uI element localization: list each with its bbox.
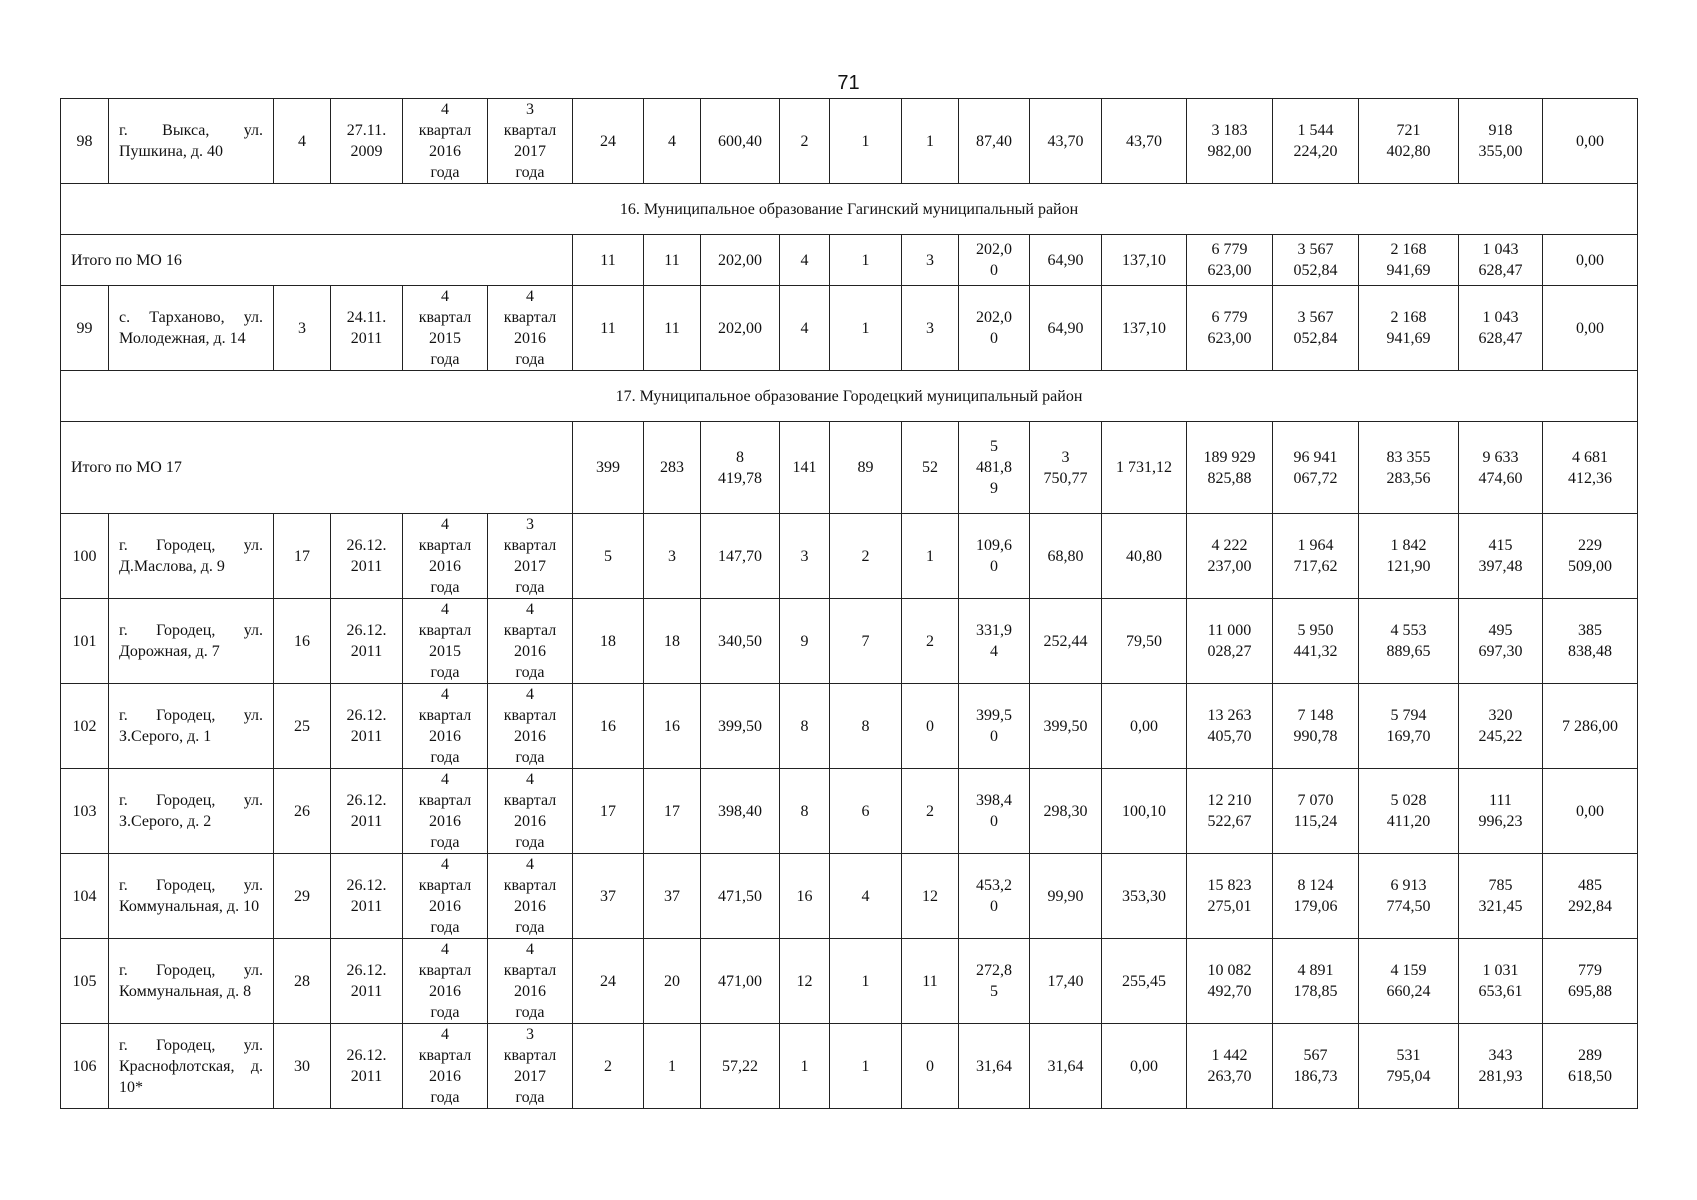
table-cell: 4 bbox=[644, 99, 701, 184]
table-cell: 8 bbox=[780, 684, 830, 769]
table-cell: 12 bbox=[780, 939, 830, 1024]
table-cell: 16 bbox=[573, 684, 644, 769]
table-cell: 18 bbox=[573, 599, 644, 684]
address-cell: с. Тарханово, ул. Молодежная, д. 14 bbox=[109, 286, 274, 371]
subtotal-cell: 9 633 474,60 bbox=[1459, 422, 1543, 514]
subtotal-cell: 141 bbox=[780, 422, 830, 514]
table-cell: 229 509,00 bbox=[1543, 514, 1638, 599]
table-cell: 0,00 bbox=[1543, 769, 1638, 854]
table-cell: 99,90 bbox=[1030, 854, 1102, 939]
table-cell: 4 квартал 2016 года bbox=[403, 1024, 488, 1109]
table-cell: 320 245,22 bbox=[1459, 684, 1543, 769]
table-cell: 18 bbox=[644, 599, 701, 684]
table-cell: 20 bbox=[644, 939, 701, 1024]
table-cell: 27.11. 2009 bbox=[331, 99, 403, 184]
table-cell: 4 891 178,85 bbox=[1273, 939, 1359, 1024]
row-number-cell: 102 bbox=[61, 684, 109, 769]
table-cell: 202,0 0 bbox=[959, 286, 1030, 371]
table-cell: 4 bbox=[274, 99, 331, 184]
table-cell: 17 bbox=[274, 514, 331, 599]
table-cell: 4 квартал 2016 года bbox=[488, 286, 573, 371]
table-cell: 2 bbox=[573, 1024, 644, 1109]
table-cell: 600,40 bbox=[701, 99, 780, 184]
address-cell: г. Городец, ул. З.Серого, д. 2 bbox=[109, 769, 274, 854]
table-cell: 37 bbox=[573, 854, 644, 939]
table-cell: 40,80 bbox=[1102, 514, 1187, 599]
subtotal-cell: 1 bbox=[830, 235, 902, 286]
table-cell: 1 842 121,90 bbox=[1359, 514, 1459, 599]
table-cell: 353,30 bbox=[1102, 854, 1187, 939]
table-cell: 11 bbox=[644, 286, 701, 371]
subtotal-cell: 4 681 412,36 bbox=[1543, 422, 1638, 514]
table-cell: 255,45 bbox=[1102, 939, 1187, 1024]
row-number-cell: 98 bbox=[61, 99, 109, 184]
address-cell: г. Городец, ул. Краснофлотская, д. 10* bbox=[109, 1024, 274, 1109]
table-cell: 7 070 115,24 bbox=[1273, 769, 1359, 854]
table-cell: 4 квартал 2015 года bbox=[403, 286, 488, 371]
subtotal-cell: 202,0 0 bbox=[959, 235, 1030, 286]
table-cell: 4 квартал 2016 года bbox=[403, 99, 488, 184]
table-cell: 11 bbox=[902, 939, 959, 1024]
subtotal-cell: 11 bbox=[644, 235, 701, 286]
table-row bbox=[61, 514, 1638, 599]
table-row bbox=[61, 769, 1638, 854]
address-cell: г. Городец, ул. Дорожная, д. 7 bbox=[109, 599, 274, 684]
table-cell: 1 bbox=[830, 1024, 902, 1109]
address-cell: г. Городец, ул. Д.Маслова, д. 9 bbox=[109, 514, 274, 599]
table-cell: 1 bbox=[830, 939, 902, 1024]
table-cell: 3 квартал 2017 года bbox=[488, 1024, 573, 1109]
table-cell: 4 квартал 2016 года bbox=[488, 599, 573, 684]
table-cell: 4 квартал 2016 года bbox=[403, 939, 488, 1024]
table-cell: 4 квартал 2016 года bbox=[403, 769, 488, 854]
table-cell: 17 bbox=[644, 769, 701, 854]
table-cell: 6 779 623,00 bbox=[1187, 286, 1273, 371]
table-cell: 26 bbox=[274, 769, 331, 854]
table-cell: 785 321,45 bbox=[1459, 854, 1543, 939]
table-cell: 10 082 492,70 bbox=[1187, 939, 1273, 1024]
table-cell: 567 186,73 bbox=[1273, 1024, 1359, 1109]
table-cell: 5 950 441,32 bbox=[1273, 599, 1359, 684]
subtotal-cell: 3 750,77 bbox=[1030, 422, 1102, 514]
table-cell: 415 397,48 bbox=[1459, 514, 1543, 599]
subtotal-cell: 11 bbox=[573, 235, 644, 286]
table-cell: 0,00 bbox=[1543, 286, 1638, 371]
table-cell: 17,40 bbox=[1030, 939, 1102, 1024]
table-cell: 4 квартал 2016 года bbox=[403, 854, 488, 939]
subtotal-label: Итого по МО 17 bbox=[61, 422, 573, 514]
housing-program-table bbox=[60, 98, 1638, 1109]
table-cell: 8 bbox=[830, 684, 902, 769]
table-cell: 2 bbox=[780, 99, 830, 184]
table-cell: 331,9 4 bbox=[959, 599, 1030, 684]
table-cell: 272,8 5 bbox=[959, 939, 1030, 1024]
table-cell: 12 bbox=[902, 854, 959, 939]
row-number-cell: 101 bbox=[61, 599, 109, 684]
table-cell: 87,40 bbox=[959, 99, 1030, 184]
table-cell: 4 квартал 2016 года bbox=[488, 854, 573, 939]
subtotal-cell: 137,10 bbox=[1102, 235, 1187, 286]
table-cell: 11 bbox=[573, 286, 644, 371]
row-number-cell: 105 bbox=[61, 939, 109, 1024]
table-cell: 202,00 bbox=[701, 286, 780, 371]
row-number-cell: 100 bbox=[61, 514, 109, 599]
table-cell: 471,00 bbox=[701, 939, 780, 1024]
table-cell: 5 028 411,20 bbox=[1359, 769, 1459, 854]
table-cell: 1 043 628,47 bbox=[1459, 286, 1543, 371]
table-row bbox=[61, 939, 1638, 1024]
table-cell: 26.12. 2011 bbox=[331, 854, 403, 939]
subtotal-cell: 1 731,12 bbox=[1102, 422, 1187, 514]
municipality-header-row bbox=[61, 184, 1638, 235]
table-cell: 453,2 0 bbox=[959, 854, 1030, 939]
table-cell: 343 281,93 bbox=[1459, 1024, 1543, 1109]
table-cell: 3 квартал 2017 года bbox=[488, 514, 573, 599]
municipality-title: 17. Муниципальное образование Городецкий муниципальный район bbox=[61, 371, 1638, 422]
table-cell: 43,70 bbox=[1030, 99, 1102, 184]
table-cell: 399,50 bbox=[1030, 684, 1102, 769]
table-cell: 779 695,88 bbox=[1543, 939, 1638, 1024]
address-cell: г. Городец, ул. Коммунальная, д. 8 bbox=[109, 939, 274, 1024]
table-cell: 26.12. 2011 bbox=[331, 684, 403, 769]
table-cell: 7 bbox=[830, 599, 902, 684]
table-cell: 7 148 990,78 bbox=[1273, 684, 1359, 769]
table-cell: 3 квартал 2017 года bbox=[488, 99, 573, 184]
subtotal-cell: 202,00 bbox=[701, 235, 780, 286]
table-cell: 26.12. 2011 bbox=[331, 514, 403, 599]
table-cell: 3 bbox=[644, 514, 701, 599]
table-cell: 399,5 0 bbox=[959, 684, 1030, 769]
table-cell: 7 286,00 bbox=[1543, 684, 1638, 769]
table-cell: 26.12. 2011 bbox=[331, 599, 403, 684]
table-cell: 1 bbox=[902, 514, 959, 599]
table-cell: 1 964 717,62 bbox=[1273, 514, 1359, 599]
subtotal-cell: 3 bbox=[902, 235, 959, 286]
table-row bbox=[61, 854, 1638, 939]
subtotal-cell: 96 941 067,72 bbox=[1273, 422, 1359, 514]
table-cell: 79,50 bbox=[1102, 599, 1187, 684]
table-cell: 6 bbox=[830, 769, 902, 854]
table-cell: 31,64 bbox=[1030, 1024, 1102, 1109]
table-cell: 2 168 941,69 bbox=[1359, 286, 1459, 371]
table-cell: 3 bbox=[902, 286, 959, 371]
table-row bbox=[61, 1024, 1638, 1109]
table-cell: 1 031 653,61 bbox=[1459, 939, 1543, 1024]
table-cell: 1 544 224,20 bbox=[1273, 99, 1359, 184]
table-cell: 147,70 bbox=[701, 514, 780, 599]
table-cell: 1 bbox=[902, 99, 959, 184]
address-cell: г. Выкса, ул. Пушкина, д. 40 bbox=[109, 99, 274, 184]
table-cell: 100,10 bbox=[1102, 769, 1187, 854]
table-cell: 495 697,30 bbox=[1459, 599, 1543, 684]
subtotal-label: Итого по МО 16 bbox=[61, 235, 573, 286]
table-cell: 531 795,04 bbox=[1359, 1024, 1459, 1109]
table-cell: 1 bbox=[830, 99, 902, 184]
table-cell: 31,64 bbox=[959, 1024, 1030, 1109]
table-cell: 26.12. 2011 bbox=[331, 769, 403, 854]
table-cell: 918 355,00 bbox=[1459, 99, 1543, 184]
table-cell: 399,50 bbox=[701, 684, 780, 769]
subtotal-cell: 64,90 bbox=[1030, 235, 1102, 286]
table-cell: 1 442 263,70 bbox=[1187, 1024, 1273, 1109]
table-cell: 16 bbox=[780, 854, 830, 939]
subtotal-cell: 283 bbox=[644, 422, 701, 514]
table-cell: 4 квартал 2015 года bbox=[403, 599, 488, 684]
table-cell: 3 567 052,84 bbox=[1273, 286, 1359, 371]
page-number: 71 bbox=[837, 72, 860, 94]
table-cell: 3 bbox=[274, 286, 331, 371]
table-cell: 4 159 660,24 bbox=[1359, 939, 1459, 1024]
table-cell: 24 bbox=[573, 939, 644, 1024]
subtotal-cell: 89 bbox=[830, 422, 902, 514]
subtotal-cell: 4 bbox=[780, 235, 830, 286]
table-cell: 4 bbox=[830, 854, 902, 939]
table-row bbox=[61, 684, 1638, 769]
table-cell: 2 bbox=[902, 769, 959, 854]
table-cell: 485 292,84 bbox=[1543, 854, 1638, 939]
table-cell: 0,00 bbox=[1102, 1024, 1187, 1109]
table-cell: 0 bbox=[902, 684, 959, 769]
table-cell: 13 263 405,70 bbox=[1187, 684, 1273, 769]
table-cell: 398,40 bbox=[701, 769, 780, 854]
table-row bbox=[61, 286, 1638, 371]
table-cell: 64,90 bbox=[1030, 286, 1102, 371]
table-cell: 111 996,23 bbox=[1459, 769, 1543, 854]
table-cell: 0 bbox=[902, 1024, 959, 1109]
table-cell: 25 bbox=[274, 684, 331, 769]
table-cell: 29 bbox=[274, 854, 331, 939]
row-number-cell: 99 bbox=[61, 286, 109, 371]
table-cell: 5 bbox=[573, 514, 644, 599]
table-cell: 16 bbox=[274, 599, 331, 684]
address-cell: г. Городец, ул. З.Серого, д. 1 bbox=[109, 684, 274, 769]
table-cell: 3 bbox=[780, 514, 830, 599]
table-cell: 30 bbox=[274, 1024, 331, 1109]
table-cell: 9 bbox=[780, 599, 830, 684]
table-cell: 17 bbox=[573, 769, 644, 854]
subtotal-cell: 2 168 941,69 bbox=[1359, 235, 1459, 286]
subtotal-cell: 3 567 052,84 bbox=[1273, 235, 1359, 286]
subtotal-cell: 399 bbox=[573, 422, 644, 514]
table-cell: 8 124 179,06 bbox=[1273, 854, 1359, 939]
table-cell: 43,70 bbox=[1102, 99, 1187, 184]
table-cell: 11 000 028,27 bbox=[1187, 599, 1273, 684]
subtotal-cell: 1 043 628,47 bbox=[1459, 235, 1543, 286]
table-cell: 721 402,80 bbox=[1359, 99, 1459, 184]
table-cell: 4 квартал 2016 года bbox=[403, 684, 488, 769]
subtotal-cell: 6 779 623,00 bbox=[1187, 235, 1273, 286]
table-cell: 57,22 bbox=[701, 1024, 780, 1109]
municipality-header-row bbox=[61, 371, 1638, 422]
municipality-title: 16. Муниципальное образование Гагинский муниципальный район bbox=[61, 184, 1638, 235]
row-number-cell: 104 bbox=[61, 854, 109, 939]
table-cell: 24 bbox=[573, 99, 644, 184]
row-number-cell: 106 bbox=[61, 1024, 109, 1109]
table-cell: 26.12. 2011 bbox=[331, 1024, 403, 1109]
table-cell: 4 квартал 2016 года bbox=[488, 769, 573, 854]
table-cell: 26.12. 2011 bbox=[331, 939, 403, 1024]
table-cell: 68,80 bbox=[1030, 514, 1102, 599]
subtotal-row bbox=[61, 235, 1638, 286]
table-cell: 1 bbox=[830, 286, 902, 371]
table-cell: 8 bbox=[780, 769, 830, 854]
subtotal-cell: 52 bbox=[902, 422, 959, 514]
table-cell: 4 квартал 2016 года bbox=[488, 684, 573, 769]
table-cell: 0,00 bbox=[1543, 99, 1638, 184]
table-cell: 4 квартал 2016 года bbox=[488, 939, 573, 1024]
subtotal-cell: 5 481,8 9 bbox=[959, 422, 1030, 514]
table-cell: 4 222 237,00 bbox=[1187, 514, 1273, 599]
table-body bbox=[61, 99, 1638, 1109]
table-cell: 1 bbox=[780, 1024, 830, 1109]
table-cell: 15 823 275,01 bbox=[1187, 854, 1273, 939]
table-cell: 3 183 982,00 bbox=[1187, 99, 1273, 184]
subtotal-cell: 83 355 283,56 bbox=[1359, 422, 1459, 514]
table-cell: 385 838,48 bbox=[1543, 599, 1638, 684]
table-cell: 24.11. 2011 bbox=[331, 286, 403, 371]
table-cell: 2 bbox=[830, 514, 902, 599]
table-row bbox=[61, 599, 1638, 684]
table-cell: 12 210 522,67 bbox=[1187, 769, 1273, 854]
table-cell: 109,6 0 bbox=[959, 514, 1030, 599]
address-cell: г. Городец, ул. Коммунальная, д. 10 bbox=[109, 854, 274, 939]
table-cell: 340,50 bbox=[701, 599, 780, 684]
table-cell: 2 bbox=[902, 599, 959, 684]
subtotal-cell: 8 419,78 bbox=[701, 422, 780, 514]
table-cell: 37 bbox=[644, 854, 701, 939]
table-cell: 471,50 bbox=[701, 854, 780, 939]
table-cell: 1 bbox=[644, 1024, 701, 1109]
table-cell: 4 553 889,65 bbox=[1359, 599, 1459, 684]
subtotal-cell: 189 929 825,88 bbox=[1187, 422, 1273, 514]
table-cell: 4 квартал 2016 года bbox=[403, 514, 488, 599]
table-cell: 5 794 169,70 bbox=[1359, 684, 1459, 769]
table-cell: 252,44 bbox=[1030, 599, 1102, 684]
table-cell: 137,10 bbox=[1102, 286, 1187, 371]
table-row bbox=[61, 99, 1638, 184]
table-cell: 4 bbox=[780, 286, 830, 371]
table-cell: 28 bbox=[274, 939, 331, 1024]
table-cell: 289 618,50 bbox=[1543, 1024, 1638, 1109]
table-cell: 6 913 774,50 bbox=[1359, 854, 1459, 939]
row-number-cell: 103 bbox=[61, 769, 109, 854]
table-cell: 16 bbox=[644, 684, 701, 769]
table-cell: 298,30 bbox=[1030, 769, 1102, 854]
table-cell: 398,4 0 bbox=[959, 769, 1030, 854]
table-cell: 0,00 bbox=[1102, 684, 1187, 769]
subtotal-row bbox=[61, 422, 1638, 514]
subtotal-cell: 0,00 bbox=[1543, 235, 1638, 286]
